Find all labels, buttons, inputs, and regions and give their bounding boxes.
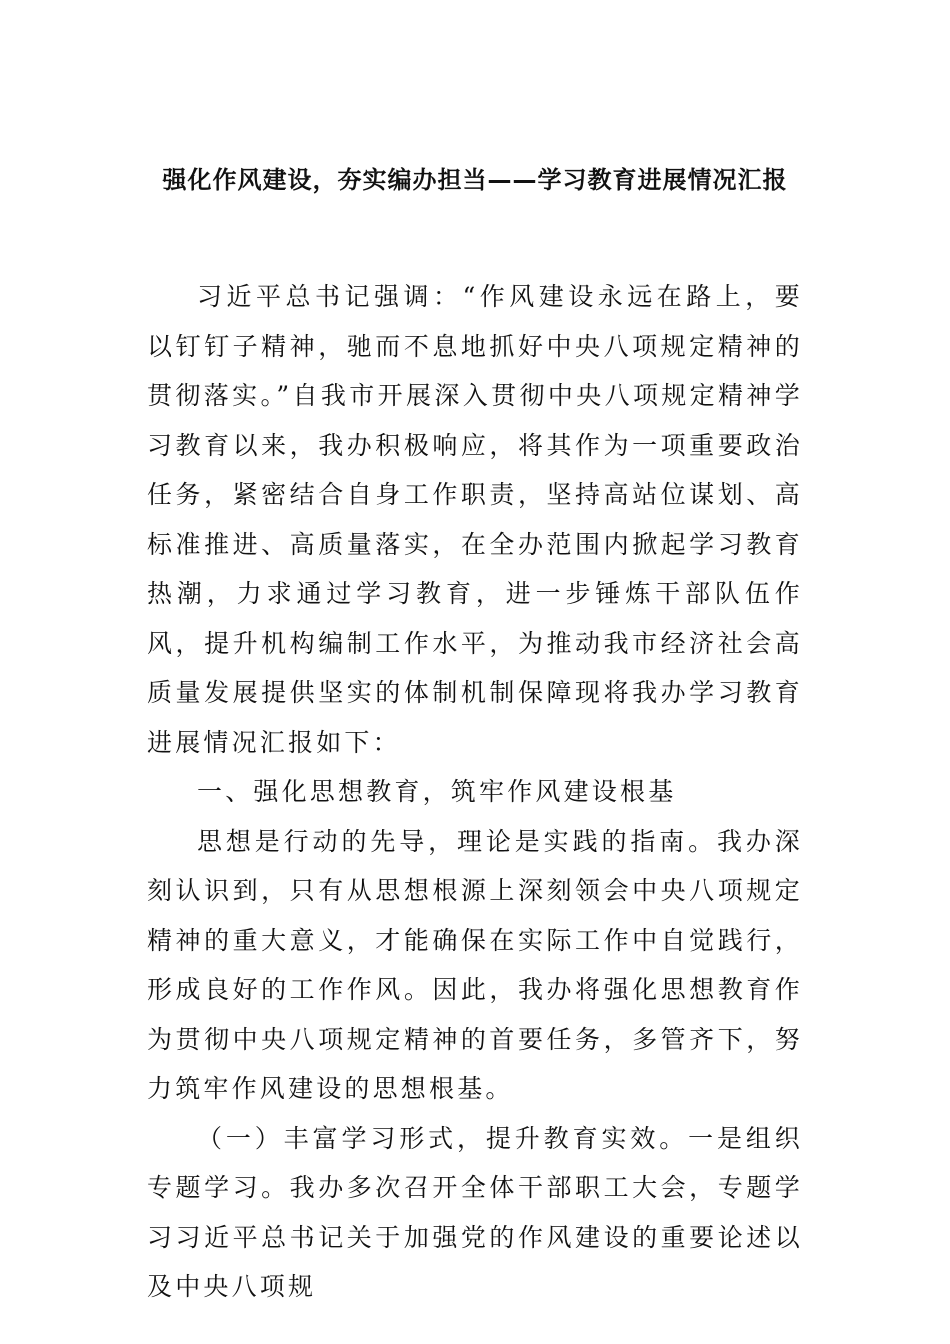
paragraph-section-1: 思想是行动的先导，理论是实践的指南。我办深刻认识到，只有从思想根源上深刻领会中央八项规定精神的重大意义，才能确保在实际工作中自觉践行，形成良好的工作作风。因此，我办将强化思想教育作为贯彻中央八项规定精神的首要任务，多管齐下，努力筑牢作风建设的思想根基。 xyxy=(147,826,803,1103)
document-title: 强化作风建设，夯实编办担当——学习教育进展情况汇报 xyxy=(162,166,788,194)
paragraph-intro: 习近平总书记强调：“作风建设永远在路上，要以钉钉子精神，驰而不息地抓好中央八项规定精神的贯彻落实。”自我市开展深入贯彻中央八项规定精神学习教育以来，我办积极响应，将其作为一项重要政治任务，紧密结合自身工作职责，坚持高站位谋划、高标准推进、高质量落实，在全办范围内掀起学习教育热潮，力求通过学习教育，进一步锤炼干部队伍作风，提升机构编制工作水平，为推动我市经济社会高质量发展提供坚实的体制机制保障现将我办学习教育进展情况汇报如下： xyxy=(147,282,803,757)
document-body xyxy=(147,272,803,1312)
paragraph-subsection-1: （一）丰富学习形式，提升教育实效。一是组织专题学习。我办多次召开全体干部职工大会，专题学习习近平总书记关于加强党的作风建设的重要论述以及中央八项规 xyxy=(147,1123,803,1301)
section-heading-1: 一、强化思想教育，筑牢作风建设根基 xyxy=(197,777,677,806)
